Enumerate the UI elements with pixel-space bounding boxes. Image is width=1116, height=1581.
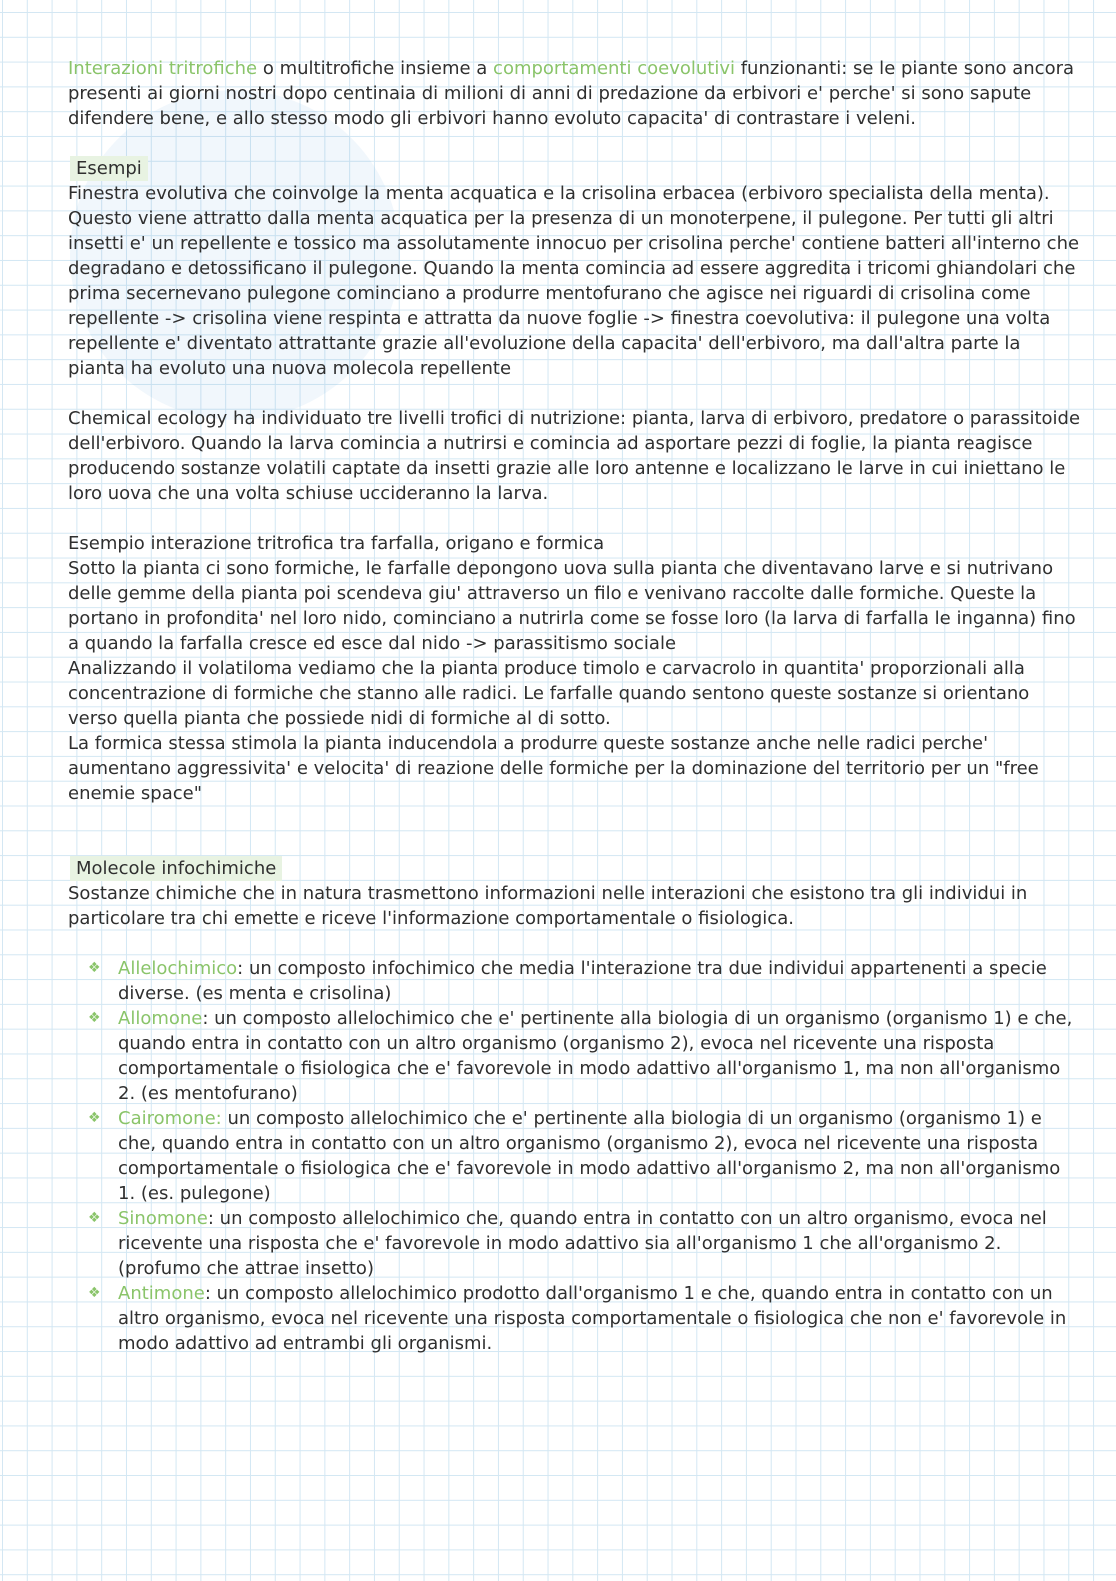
chemical-ecology-paragraph: Chemical ecology ha individuato tre livelli trofici di nutrizione: pianta, larva di erbivoro, predatore o parassitoide dell'erbivoro. Quando la larva comincia a nutrirsi e comincia ad asportare pezzi di foglie, la pianta reagisce producendo sostanze volatili captate da insetti grazie alle loro antenne e localizzano le larve in cui iniettano le loro uova che una volta schiuse uccideranno la larva. xyxy=(68,408,1081,504)
notes-page xyxy=(68,56,1083,1356)
intro-paragraph: Interazioni tritrofiche o multitrofiche insieme a comportamenti coevolutivi funzionanti: se le piante sono ancora presenti ai giorni nostri dopo centinaia di milioni di anni di predazione da erbivori e' perche' si sono sapute difendere bene, e allo stesso modo gli erbivori hanno evoluto capacita' di contrastare i veleni. xyxy=(68,58,1075,129)
farfalla-paragraph-1: Sotto la pianta ci sono formiche, le farfalle depongono uova sulla pianta che diventavano larve e si nutrivano delle gemme della pianta poi scendeva giu' attraverso un filo e venivano raccolte dalle formiche. Queste la portano in profondita' nel loro nido, cominciano a nutrirla come se fosse loro (la larva di farfalla le inganna) fino a quando la farfalla cresce ed esce dal nido -> parassitismo sociale xyxy=(68,558,1076,654)
esempi-paragraph: Finestra evolutiva che coinvolge la menta acquatica e la crisolina erbacea (erbivoro specialista della menta). Questo viene attratto dalla menta acquatica per la presenza di un monoterpene, il pulegone. Per tutti gli altri insetti e' un repellente e tossico ma assolutamente innocuo per crisolina perche' contiene batteri all'interno che degradano e detossificano il pulegone. Quando la menta comincia ad essere aggredita i tricomi ghiandolari che prima secernevano pulegone cominciano a produrre mentofurano che agisce nei riguardi di crisolina come repellente -> crisolina viene respinta e attratta da nuove foglie -> finestra coevolutiva: il pulegone una volta repellente e' diventato attrattante grazie all'evoluzione della capacita' dell'erbivoro, ma dall'altra parte la pianta ha evoluto una nuova molecola repellente xyxy=(68,183,1080,379)
list-item-antimone: ❖ Antimone: un composto allelochimico prodotto dall'organismo 1 e che, quando entra in contatto con un altro organismo, evoca nel ricevente una risposta comportamentale o fisiologica che non e' favorevole in modo adattivo ad entrambi gli organismi. xyxy=(88,1283,1067,1354)
infochimiche-paragraph: Sostanze chimiche che in natura trasmettono informazioni nelle interazioni che esistono tra gli individui in particolare tra chi emette e riceve l'informazione comportamentale o fisiologica. xyxy=(68,883,1028,929)
bullet-icon: ❖ xyxy=(88,1210,101,1226)
term-comportamenti-coevolutivi: comportamenti coevolutivi xyxy=(493,58,735,79)
list-item-allelochimico: ❖ Allelochimico: un composto infochimico che media l'interazione tra due individui appartenenti a specie diverse. (es menta e crisolina) xyxy=(88,958,1047,1004)
farfalla-paragraph-2: Analizzando il volatiloma vediamo che la pianta produce timolo e carvacrolo in quantita' proporzionali alla concentrazione di formiche che stanno alle radici. Le farfalle quando sentono queste sostanze si orientano verso quella pianta che possiede nidi di formiche al di sotto. xyxy=(68,658,1030,729)
heading-molecole-infochimiche: Molecole infochimiche xyxy=(70,856,282,881)
term-allelochimico: Allelochimico xyxy=(118,958,238,979)
term-antimone: Antimone xyxy=(118,1283,205,1304)
bullet-icon: ❖ xyxy=(88,1110,101,1126)
definitions-list xyxy=(68,956,1083,1356)
list-item-sinomone: ❖ Sinomone: un composto allelochimico che, quando entra in contatto con un altro organismo, evoca nel ricevente una risposta che e' favorevole in modo adattivo sia all'organismo 1 che all'organismo 2. (profumo che attrae insetto) xyxy=(88,1208,1047,1279)
term-interazioni-tritrofiche: Interazioni tritrofiche xyxy=(68,58,258,79)
farfalla-paragraph-3: La formica stessa stimola la pianta inducendola a produrre queste sostanze anche nelle radici perche' aumentano aggressivita' e velocita' di reazione delle formiche per la dominazione del territorio per un "free enemie space" xyxy=(68,733,1039,804)
bullet-icon: ❖ xyxy=(88,960,101,976)
term-allomone: Allomone xyxy=(118,1008,203,1029)
list-item-allomone: ❖ Allomone: un composto allelochimico che e' pertinente alla biologia di un organismo (organismo 1) e che, quando entra in contatto con un altro organismo (organismo 2), evoca nel ricevente una risposta comportamentale o fisiologica che e' favorevole in modo adattivo all'organismo 1, ma non all'organismo 2. (es mentofurano) xyxy=(88,1008,1073,1104)
bullet-icon: ❖ xyxy=(88,1010,101,1026)
term-cairomone: Cairomone: xyxy=(118,1108,222,1129)
heading-esempi: Esempi xyxy=(70,156,148,181)
term-sinomone: Sinomone xyxy=(118,1208,208,1229)
farfalla-title: Esempio interazione tritrofica tra farfalla, origano e formica xyxy=(68,533,605,554)
bullet-icon: ❖ xyxy=(88,1285,101,1301)
list-item-cairomone: ❖ Cairomone: un composto allelochimico che e' pertinente alla biologia di un organismo (organismo 1) e che, quando entra in contatto con un altro organismo (organismo 2), evoca nel ricevente una risposta comportamentale o fisiologica che e' favorevole in modo adattivo all'organismo 2, ma non all'organismo 1. (es. pulegone) xyxy=(88,1108,1061,1204)
